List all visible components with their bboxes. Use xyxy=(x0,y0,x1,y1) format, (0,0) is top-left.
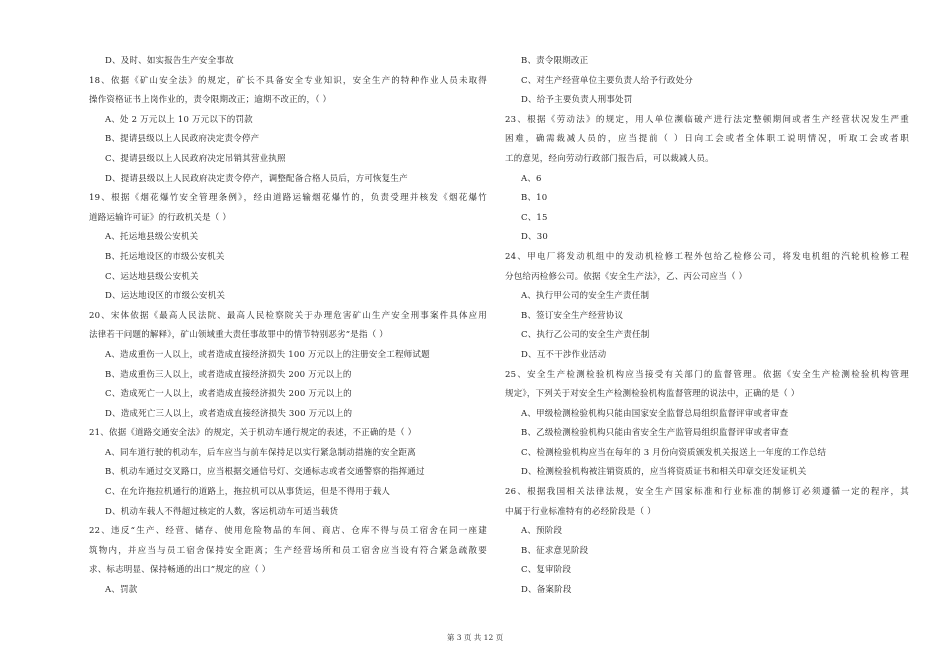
answer-option: C、造成死亡一人以上，或者造成直接经济损失 200 万元以上的 xyxy=(105,389,352,400)
answer-option: B、10 xyxy=(521,193,548,204)
question-text: 22、违反“生产、经营、储存、使用危险物品的车间、商店、仓库不得与员工宿舍在同一座建 xyxy=(89,526,487,537)
answer-option: D、给予主要负责人刑事处罚 xyxy=(521,95,633,106)
answer-option: A、预阶段 xyxy=(521,526,563,537)
question-text: 20、宋体依据《最高人民法院、最高人民检察院关于办理危害矿山生产安全刑事案件具体应用 xyxy=(89,310,487,321)
question-text: 25、安全生产检测检验机构应当接受有关部门的监督管理。依据《安全生产检测检验机构管理 xyxy=(505,369,909,380)
question-text: 规定》，下列关于对安全生产检测检验机构监督管理的说法中，正确的是（ ） xyxy=(505,389,800,400)
answer-option: B、签订安全生产经营协议 xyxy=(521,310,624,321)
question-text: 19、根据《烟花爆竹安全管理条例》，经由道路运输烟花爆竹的，负责受理并核发《烟花爆竹 xyxy=(89,193,487,204)
answer-option: D、及时、如实报告生产安全事故 xyxy=(105,56,234,66)
answer-option: C、运达地县级公安机关 xyxy=(105,271,199,282)
answer-option: C、在允许拖拉机通行的道路上，拖拉机可以从事货运，但是不得用于载人 xyxy=(105,487,391,498)
answer-option: A、执行甲公司的安全生产责任制 xyxy=(521,291,650,302)
answer-option: C、执行乙公司的安全生产责任制 xyxy=(521,330,650,341)
answer-option: D、互不干涉作业活动 xyxy=(521,349,607,360)
question-text: 工的意见，经向劳动行政部门报告后，可以裁减人员。 xyxy=(505,153,714,164)
question-text: 操作资格证书上岗作业的，责令限期改正；逾期不改正的，（ ） xyxy=(89,95,332,106)
answer-option: A、6 xyxy=(521,173,542,184)
answer-option: B、机动车通过交叉路口，应当根据交通信号灯、交通标志或者交通警察的指挥通过 xyxy=(105,467,425,478)
question-text: 中属于行业标准特有的必经阶段是（ ） xyxy=(505,506,656,517)
question-text: 23、根据《劳动法》的规定，用人单位濒临破产进行法定整顿期间或者生产经营状况发生严重 xyxy=(505,114,909,125)
question-text: 求、标志明显、保持畅通的出口”规定的应（ ） xyxy=(89,565,271,576)
question-text: 分包给丙检修公司。依据《安全生产法》，乙、丙公司应当（ ） xyxy=(505,271,748,282)
answer-option: D、检测检验机构被注销资质的，应当将资质证书和相关印章交还发证机关 xyxy=(521,467,807,478)
question-text: 道路运输许可证》的行政机关是（ ） xyxy=(89,212,232,223)
question-text: 21、依据《道路交通安全法》的规定，关于机动车通行规定的表述，不正确的是（ ） xyxy=(89,428,417,439)
left-column xyxy=(89,52,487,601)
answer-option: A、托运地县级公安机关 xyxy=(105,232,199,243)
answer-option: C、检测检验机构应当在每年的 3 月份向资质颁发机关报送上一年度的工作总结 xyxy=(521,447,827,458)
question-text: 困难，确需裁减人员的，应当提前（ ）日向工会或者全体职工说明情况，听取工会或者职 xyxy=(505,134,909,145)
answer-option: B、造成重伤三人以上，或者造成直接经济损失 200 万元以上的 xyxy=(105,369,352,380)
answer-option: A、处 2 万元以上 10 万元以下的罚款 xyxy=(105,114,253,125)
answer-option: D、机动车载人不得超过核定的人数，客运机动车可适当载货 xyxy=(105,506,339,517)
question-text: 18、依据《矿山安全法》的规定，矿长不具备安全专业知识，安全生产的特种作业人员未取得 xyxy=(89,75,487,86)
answer-option: A、同车道行驶的机动车，后车应当与前车保持足以实行紧急制动措施的安全距离 xyxy=(105,447,416,458)
answer-option: A、造成重伤一人以上，或者造成直接经济损失 100 万元以上的注册安全工程师试题 xyxy=(105,349,430,360)
answer-option: B、提请县级以上人民政府决定责令停产 xyxy=(105,134,260,145)
question-text: 26、根据我国相关法律法规，安全生产国家标准和行业标准的制修订必须遵循一定的程序，其 xyxy=(505,487,909,498)
answer-option: C、复审阶段 xyxy=(521,565,572,576)
answer-option: B、责令限期改正 xyxy=(521,56,589,66)
answer-option: A、罚款 xyxy=(105,585,138,596)
answer-option: B、托运地设区的市级公安机关 xyxy=(105,251,225,262)
question-text: 24、甲电厂将发动机组中的发动机检修工程外包给乙检修公司，将发电机组的汽轮机检修工程 xyxy=(505,251,909,262)
answer-option: C、对生产经营单位主要负责人给予行政处分 xyxy=(521,75,694,86)
answer-option: B、征求意见阶段 xyxy=(521,545,589,556)
question-text: 法律若干问题的解释》，矿山领域重大责任事故罪中的情节特别恶劣”是指（ ） xyxy=(89,330,389,341)
answer-option: C、提请县级以上人民政府决定吊销其营业执照 xyxy=(105,153,286,164)
answer-option: B、乙级检测检验机构只能由省安全生产监管局组织监督评审或者审查 xyxy=(521,428,789,439)
right-column xyxy=(505,52,909,601)
answer-option: C、15 xyxy=(521,212,548,223)
answer-option: D、30 xyxy=(521,232,548,243)
answer-option: D、运达地设区的市级公安机关 xyxy=(105,291,226,302)
page-footer: 第 3 页 共 12 页 xyxy=(446,633,504,642)
question-text: 筑物内，并应当与员工宿舍保持安全距离；生产经营场所和员工宿舍应当设有符合紧急疏散要 xyxy=(89,545,487,556)
answer-option: A、甲级检测检验机构只能由国家安全监督总局组织监督评审或者审查 xyxy=(521,408,789,419)
answer-option: D、提请县级以上人民政府决定责令停产，调整配备合格人员后，方可恢复生产 xyxy=(105,173,408,184)
answer-option: D、备案阶段 xyxy=(521,585,572,596)
answer-option: D、造成死亡三人以上，或者造成直接经济损失 300 万元以上的 xyxy=(105,408,353,419)
